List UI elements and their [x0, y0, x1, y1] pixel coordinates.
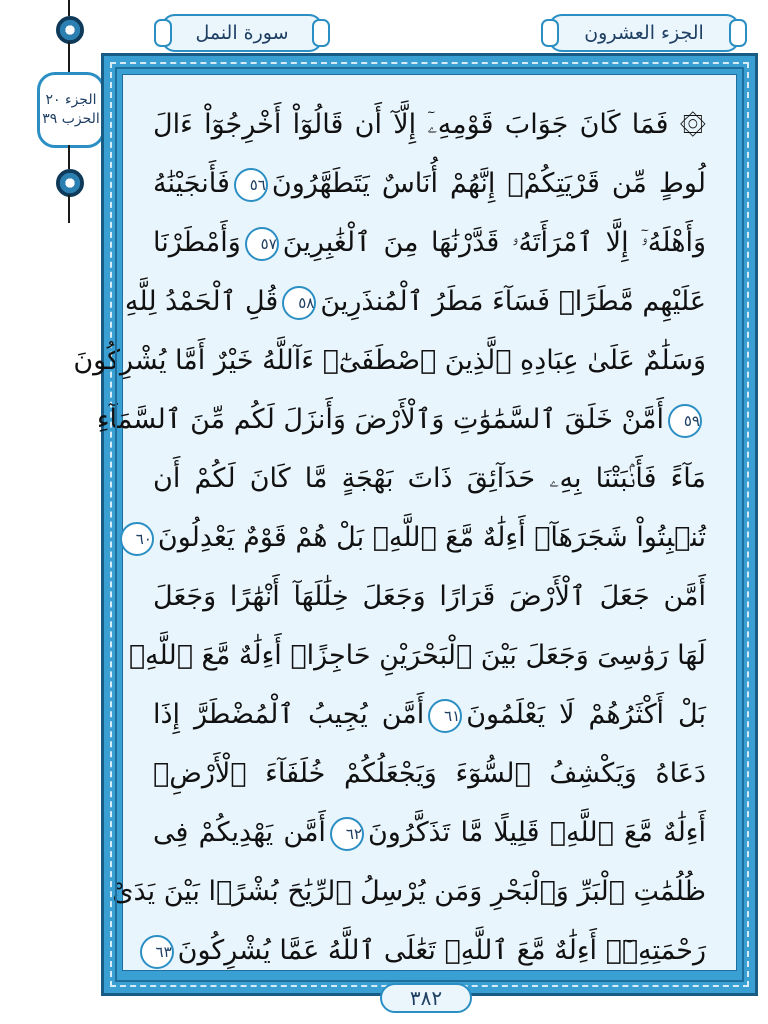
text-line: [153, 803, 706, 862]
juz-header-text: الجزء العشرون: [584, 22, 704, 44]
text-line: [153, 567, 706, 626]
verse-text: أَمَّنْ خَلَقَ ٱلسَّمَٰوَٰتِ وَٱلْأَرْضَ وَأَنزَلَ لَكُم مِّنَ ٱلسَّمَآءِ: [96, 404, 664, 435]
verse-text: تُنۢبِتُواْ شَجَرَهَآۗ أَءِلَٰهٌ مَّعَ ٱللَّهِۚ بَلْ هُمْ قَوْمٌ يَعْدِلُونَ: [157, 522, 706, 553]
ayah-number-marker: ٥٦: [234, 168, 268, 202]
verse-text: رَحْمَتِهِۦٓۗ أَءِلَٰهٌ مَّعَ ٱللَّهِۚ تَعَٰلَى ٱللَّهُ عَمَّا يُشْرِكُونَ: [177, 935, 706, 966]
ornament-stem: [68, 145, 70, 169]
verse-text: أَمَّن يَهْدِيكُمْ فِى: [153, 817, 326, 848]
verse-text: مَآءً فَأَنۢبَتْنَا بِهِۦ حَدَآئِقَ ذَاتَ بَهْجَةٍ مَّا كَانَ لَكُمْ أَن: [153, 463, 706, 494]
verse-text: أَمَّن يُجِيبُ ٱلْمُضْطَرَّ إِذَا: [153, 699, 425, 730]
text-line: [135, 508, 706, 567]
badge-juz-text: الجزء ٢٠: [45, 92, 97, 108]
text-line: [153, 213, 706, 272]
ayah-number-marker: ٦٢: [330, 817, 364, 851]
text-line: [128, 626, 706, 685]
verse-text: ظُلُمَٰتِ ٱلْبَرِّ وَٱلْبَحْرِ وَمَن يُرْسِلُ ٱلرِّيَٰحَ بُشْرًۢا بَيْنَ يَدَىْ: [112, 876, 706, 907]
ayah-number-marker: ٥٩: [668, 404, 702, 438]
ayah-number-marker: ٥٨: [282, 286, 316, 320]
text-line: [153, 921, 706, 980]
header-ornament-right: [312, 19, 330, 47]
verse-text: وَأَمْطَرْنَا: [153, 227, 241, 258]
ornament-stem: [68, 42, 70, 72]
text-line: [153, 154, 706, 213]
header-ornament-right: [729, 19, 747, 47]
ayah-number-marker: ٦٣: [140, 935, 174, 969]
quran-text-lines: [73, 95, 706, 980]
text-line: [112, 862, 706, 921]
juz-hizb-badge: [37, 72, 105, 148]
rosette-icon: [56, 16, 84, 44]
rosette-icon: [56, 169, 84, 197]
surah-header-text: سورة النمل: [195, 22, 289, 44]
verse-text: وَسَلَٰمٌ عَلَىٰ عِبَادِهِ ٱلَّذِينَ ٱصْطَفَىٰٓۗ ءَآللَّهُ خَيْرٌ أَمَّا يُشْرِكُونَ: [73, 345, 706, 376]
verse-text: دَعَاهُ وَيَكْشِفُ ٱلسُّوٓءَ وَيَجْعَلُكُمْ خُلَفَآءَ ٱلْأَرْضِۗ: [153, 758, 706, 789]
text-line: [153, 449, 706, 508]
text-line: [124, 272, 706, 331]
verse-text: ۞ فَمَا كَانَ جَوَابَ قَوْمِهِۦٓ إِلَّآ أَن قَالُوٓاْ أَخْرِجُوٓاْ ءَالَ: [153, 109, 706, 140]
surah-header-label: [161, 14, 323, 52]
page-frame: [73, 53, 758, 996]
text-line: [96, 390, 706, 449]
ayah-number-marker: ٦٠: [120, 522, 154, 556]
verse-text: وَأَهْلَهُۥٓ إِلَّا ٱمْرَأَتَهُۥ قَدَّرْنَٰهَا مِنَ ٱلْغَٰبِرِينَ: [282, 227, 706, 258]
badge-hizb-text: الحزب ٣٩: [42, 111, 100, 127]
text-line: [153, 685, 706, 744]
text-area: [73, 74, 737, 971]
verse-text: لُوطٍ مِّن قَرْيَتِكُمْۖ إِنَّهُمْ أُنَاسٌ يَتَطَهَّرُونَ: [271, 168, 706, 199]
text-line: [153, 95, 706, 154]
text-line: [73, 331, 706, 390]
ornament-stem: [68, 0, 70, 16]
verse-text: بَلْ أَكْثَرُهُمْ لَا يَعْلَمُونَ: [466, 699, 706, 730]
verse-text: قُلِ ٱلْحَمْدُ لِلَّهِ: [124, 286, 279, 317]
ornament-stem: [68, 195, 70, 223]
text-line: [153, 744, 706, 803]
side-ornament: [10, 0, 110, 930]
verse-text: عَلَيْهِم مَّطَرًاۖ فَسَآءَ مَطَرُ ٱلْمُنذَرِينَ: [320, 286, 706, 317]
page-number: ٣٨٢: [380, 983, 472, 1013]
verse-text: فَأَنجَيْنَٰهُ: [153, 168, 230, 199]
verse-text: أَءِلَٰهٌ مَّعَ ٱللَّهِۚ قَلِيلًا مَّا تَذَكَّرُونَ: [367, 817, 706, 848]
verse-text: لَهَا رَوَٰسِىَ وَجَعَلَ بَيْنَ ٱلْبَحْرَيْنِ حَاجِزًاۗ أَءِلَٰهٌ مَّعَ ٱللَّهِۚ: [128, 640, 706, 671]
header-ornament-left: [541, 19, 559, 47]
ayah-number-marker: ٦١: [428, 699, 462, 733]
verse-text: أَمَّن جَعَلَ ٱلْأَرْضَ قَرَارًا وَجَعَلَ خِلَٰلَهَآ أَنْهَٰرًا وَجَعَلَ: [153, 581, 706, 612]
juz-header-label: [548, 14, 740, 52]
header-ornament-left: [154, 19, 172, 47]
ayah-number-marker: ٥٧: [245, 227, 279, 261]
